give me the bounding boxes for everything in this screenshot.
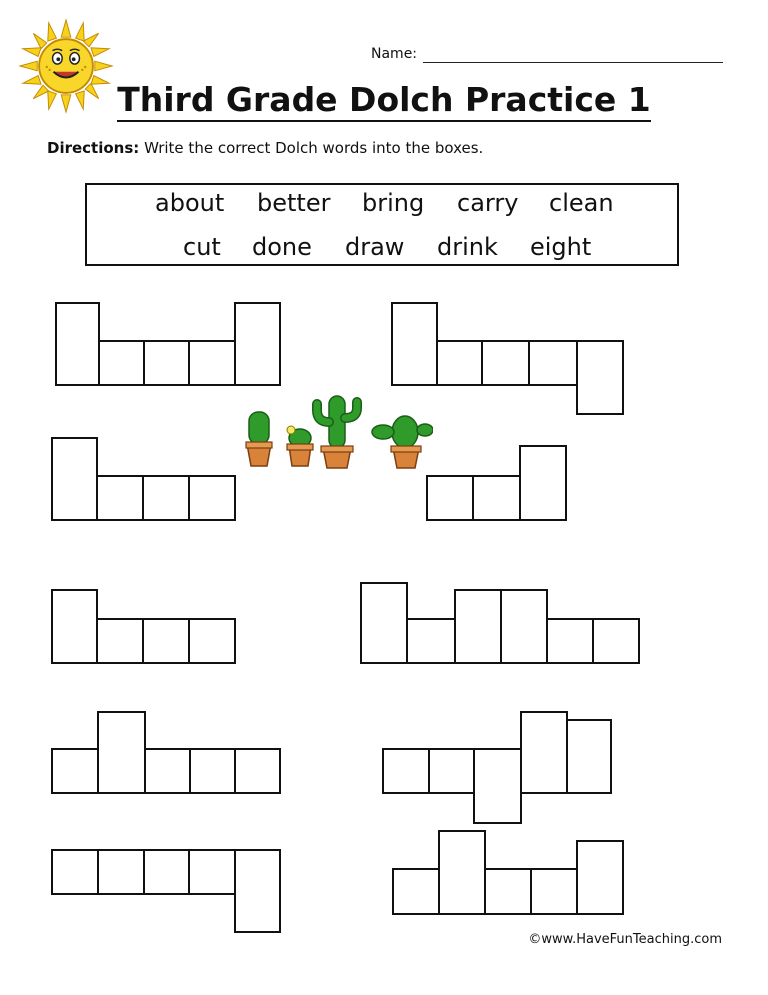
name-label: Name: <box>371 46 418 62</box>
letter-box[interactable] <box>55 302 100 386</box>
letter-box[interactable] <box>528 340 578 386</box>
letter-box[interactable] <box>473 748 522 824</box>
letter-box[interactable] <box>592 618 640 664</box>
letter-box[interactable] <box>51 589 98 664</box>
letter-box[interactable] <box>391 302 438 386</box>
word-bank-item: cut <box>183 233 221 261</box>
page-title: Third Grade Dolch Practice 1 <box>117 80 651 122</box>
letter-box[interactable] <box>436 340 483 386</box>
letter-box[interactable] <box>546 618 594 664</box>
letter-box[interactable] <box>234 748 281 794</box>
word-bank <box>85 183 679 266</box>
letter-box[interactable] <box>188 340 236 386</box>
letter-box[interactable] <box>97 849 145 895</box>
word-bank-item: bring <box>362 189 425 217</box>
letter-box[interactable] <box>234 302 281 386</box>
letter-box[interactable] <box>576 840 624 915</box>
letter-box[interactable] <box>51 849 99 895</box>
letter-box[interactable] <box>143 340 190 386</box>
letter-box[interactable] <box>188 849 236 895</box>
letter-box[interactable] <box>96 475 144 521</box>
letter-box[interactable] <box>96 618 144 664</box>
word-bank-item: better <box>257 189 331 217</box>
letter-box[interactable] <box>392 868 440 915</box>
letter-box[interactable] <box>144 748 191 794</box>
cactus-pots-icon <box>243 390 433 470</box>
word-bank-item: clean <box>549 189 614 217</box>
letter-box[interactable] <box>484 868 532 915</box>
letter-box[interactable] <box>188 475 236 521</box>
letter-box[interactable] <box>142 618 190 664</box>
letter-box[interactable] <box>51 748 99 794</box>
letter-box[interactable] <box>97 711 146 794</box>
letter-box[interactable] <box>51 437 98 521</box>
letter-box[interactable] <box>472 475 521 521</box>
copyright: ©www.HaveFunTeaching.com <box>528 932 722 947</box>
letter-box[interactable] <box>566 719 612 794</box>
word-bank-item: eight <box>530 233 592 261</box>
letter-box[interactable] <box>438 830 486 915</box>
word-bank-item: drink <box>437 233 498 261</box>
word-bank-item: draw <box>345 233 405 261</box>
directions <box>47 139 483 157</box>
letter-box[interactable] <box>98 340 145 386</box>
letter-box[interactable] <box>520 711 568 794</box>
letter-box[interactable] <box>481 340 530 386</box>
word-bank-item: carry <box>457 189 519 217</box>
letter-box[interactable] <box>576 340 624 415</box>
directions-text: Write the correct Dolch words into the boxes. <box>144 139 484 157</box>
letter-box[interactable] <box>189 748 236 794</box>
letter-box[interactable] <box>142 475 190 521</box>
letter-box[interactable] <box>188 618 236 664</box>
letter-box[interactable] <box>426 475 474 521</box>
directions-label: Directions: <box>47 139 140 157</box>
word-bank-item: about <box>155 189 225 217</box>
letter-box[interactable] <box>500 589 548 664</box>
letter-box[interactable] <box>143 849 190 895</box>
letter-box[interactable] <box>406 618 456 664</box>
letter-box[interactable] <box>382 748 430 794</box>
letter-box[interactable] <box>530 868 578 915</box>
letter-box[interactable] <box>428 748 475 794</box>
word-bank-item: done <box>252 233 312 261</box>
name-field[interactable] <box>423 62 723 63</box>
letter-box[interactable] <box>519 445 567 521</box>
letter-box[interactable] <box>234 849 281 933</box>
letter-box[interactable] <box>360 582 408 664</box>
letter-box[interactable] <box>454 589 502 664</box>
